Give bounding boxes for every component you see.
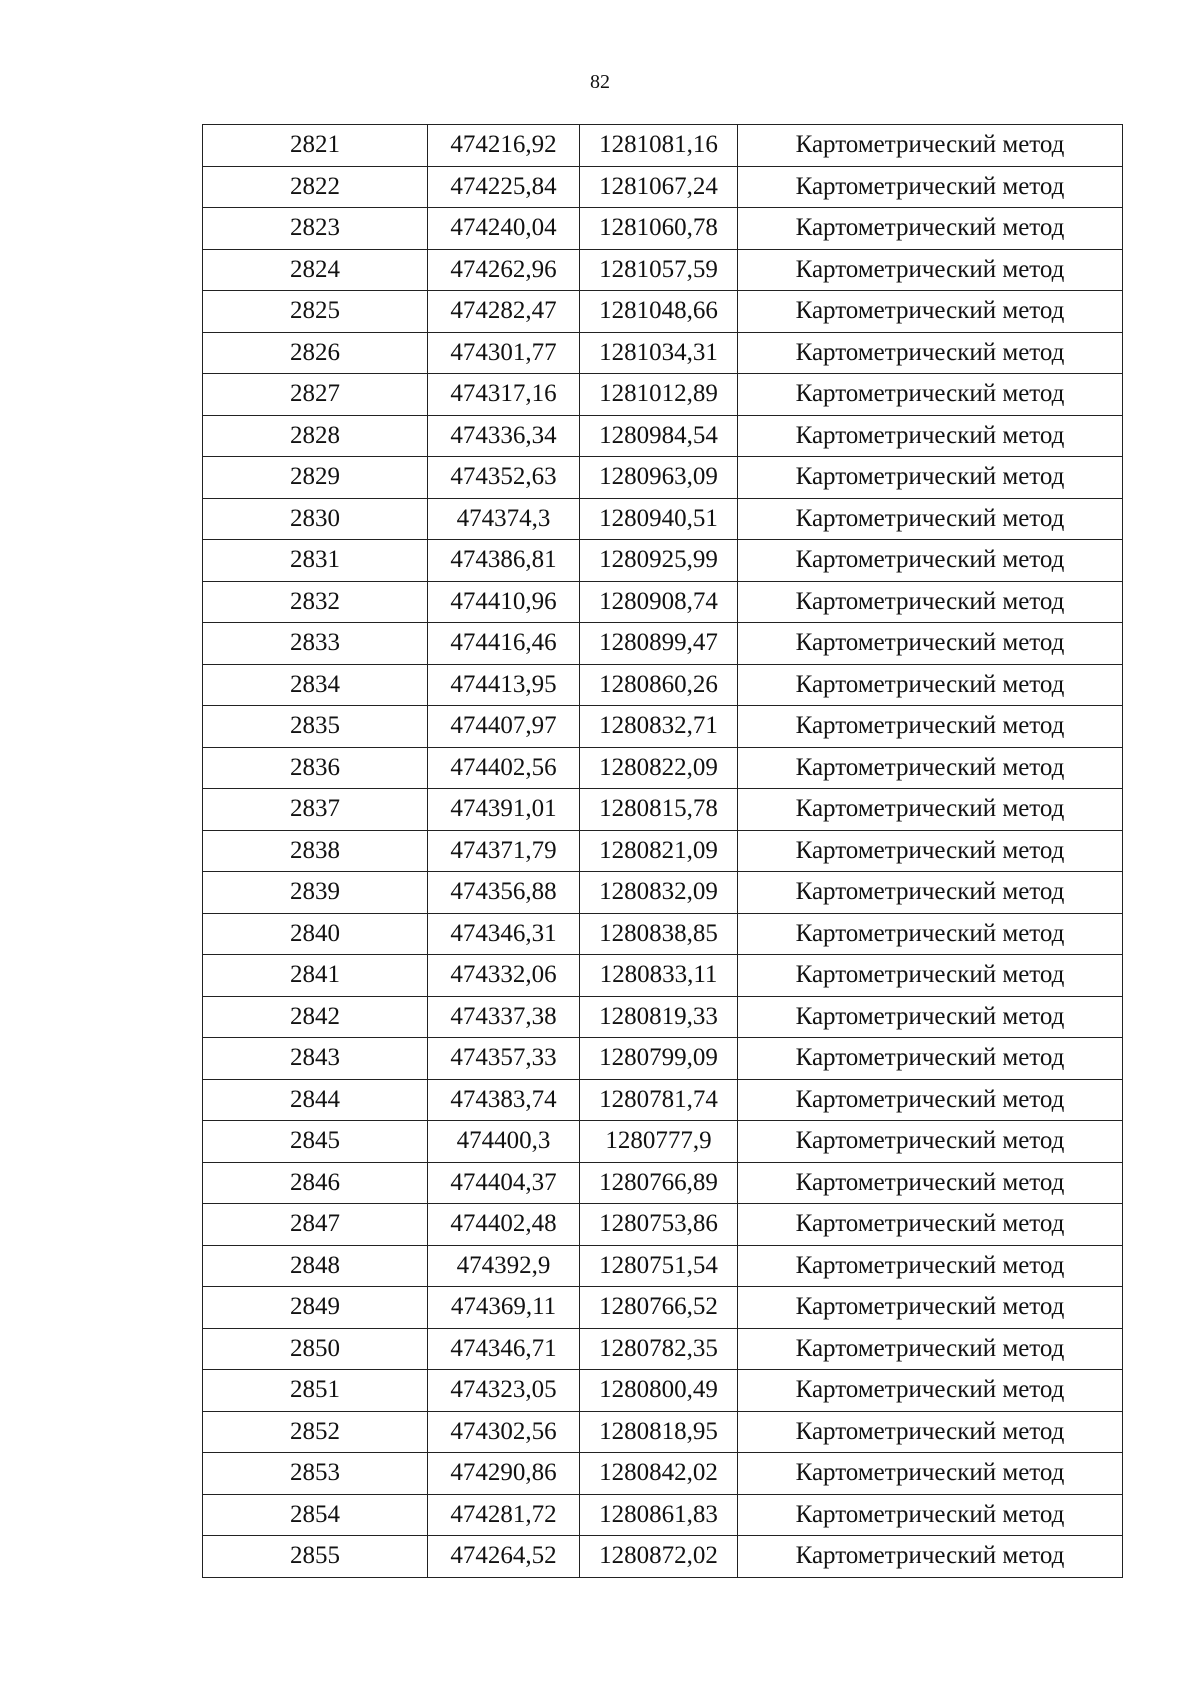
- table-row: [203, 166, 1123, 208]
- point-number-cell: 2845: [203, 1121, 428, 1163]
- table-row: [203, 996, 1123, 1038]
- x-coordinate-cell: 474404,37: [428, 1162, 580, 1204]
- x-coordinate-cell: 474290,86: [428, 1453, 580, 1495]
- x-coordinate-cell: 474216,92: [428, 125, 580, 167]
- method-cell: Картометрический метод: [738, 872, 1123, 914]
- method-cell: Картометрический метод: [738, 830, 1123, 872]
- x-coordinate-cell: 474352,63: [428, 457, 580, 499]
- table-row: [203, 955, 1123, 997]
- point-number-cell: 2848: [203, 1245, 428, 1287]
- x-coordinate-cell: 474386,81: [428, 540, 580, 582]
- method-cell: Картометрический метод: [738, 955, 1123, 997]
- table-row: [203, 1494, 1123, 1536]
- y-coordinate-cell: 1280832,09: [580, 872, 738, 914]
- method-cell: Картометрический метод: [738, 1411, 1123, 1453]
- x-coordinate-cell: 474336,34: [428, 415, 580, 457]
- table-row: [203, 830, 1123, 872]
- y-coordinate-cell: 1280925,99: [580, 540, 738, 582]
- point-number-cell: 2832: [203, 581, 428, 623]
- method-cell: Картометрический метод: [738, 664, 1123, 706]
- x-coordinate-cell: 474391,01: [428, 789, 580, 831]
- point-number-cell: 2827: [203, 374, 428, 416]
- table-row: [203, 332, 1123, 374]
- point-number-cell: 2825: [203, 291, 428, 333]
- table-row: [203, 291, 1123, 333]
- x-coordinate-cell: 474371,79: [428, 830, 580, 872]
- x-coordinate-cell: 474410,96: [428, 581, 580, 623]
- y-coordinate-cell: 1281060,78: [580, 208, 738, 250]
- x-coordinate-cell: 474346,31: [428, 913, 580, 955]
- point-number-cell: 2836: [203, 747, 428, 789]
- method-cell: Картометрический метод: [738, 996, 1123, 1038]
- table-row: [203, 747, 1123, 789]
- point-number-cell: 2842: [203, 996, 428, 1038]
- y-coordinate-cell: 1281081,16: [580, 125, 738, 167]
- y-coordinate-cell: 1280781,74: [580, 1079, 738, 1121]
- method-cell: Картометрический метод: [738, 1370, 1123, 1412]
- x-coordinate-cell: 474392,9: [428, 1245, 580, 1287]
- point-number-cell: 2846: [203, 1162, 428, 1204]
- y-coordinate-cell: 1280815,78: [580, 789, 738, 831]
- y-coordinate-cell: 1280822,09: [580, 747, 738, 789]
- x-coordinate-cell: 474383,74: [428, 1079, 580, 1121]
- table-row: [203, 1411, 1123, 1453]
- table-row: [203, 623, 1123, 665]
- method-cell: Картометрический метод: [738, 166, 1123, 208]
- x-coordinate-cell: 474240,04: [428, 208, 580, 250]
- table-row: [203, 498, 1123, 540]
- x-coordinate-cell: 474317,16: [428, 374, 580, 416]
- method-cell: Картометрический метод: [738, 540, 1123, 582]
- method-cell: Картометрический метод: [738, 747, 1123, 789]
- point-number-cell: 2851: [203, 1370, 428, 1412]
- point-number-cell: 2833: [203, 623, 428, 665]
- x-coordinate-cell: 474402,56: [428, 747, 580, 789]
- y-coordinate-cell: 1280861,83: [580, 1494, 738, 1536]
- x-coordinate-cell: 474407,97: [428, 706, 580, 748]
- y-coordinate-cell: 1280838,85: [580, 913, 738, 955]
- method-cell: Картометрический метод: [738, 1121, 1123, 1163]
- method-cell: Картометрический метод: [738, 332, 1123, 374]
- y-coordinate-cell: 1280963,09: [580, 457, 738, 499]
- table-row: [203, 789, 1123, 831]
- y-coordinate-cell: 1280800,49: [580, 1370, 738, 1412]
- x-coordinate-cell: 474402,48: [428, 1204, 580, 1246]
- method-cell: Картометрический метод: [738, 1328, 1123, 1370]
- method-cell: Картометрический метод: [738, 1287, 1123, 1329]
- method-cell: Картометрический метод: [738, 706, 1123, 748]
- y-coordinate-cell: 1280821,09: [580, 830, 738, 872]
- method-cell: Картометрический метод: [738, 789, 1123, 831]
- point-number-cell: 2829: [203, 457, 428, 499]
- y-coordinate-cell: 1280799,09: [580, 1038, 738, 1080]
- x-coordinate-cell: 474337,38: [428, 996, 580, 1038]
- x-coordinate-cell: 474225,84: [428, 166, 580, 208]
- method-cell: Картометрический метод: [738, 581, 1123, 623]
- method-cell: Картометрический метод: [738, 1038, 1123, 1080]
- method-cell: Картометрический метод: [738, 498, 1123, 540]
- x-coordinate-cell: 474281,72: [428, 1494, 580, 1536]
- x-coordinate-cell: 474369,11: [428, 1287, 580, 1329]
- method-cell: Картометрический метод: [738, 415, 1123, 457]
- method-cell: Картометрический метод: [738, 249, 1123, 291]
- point-number-cell: 2840: [203, 913, 428, 955]
- point-number-cell: 2852: [203, 1411, 428, 1453]
- method-cell: Картометрический метод: [738, 1162, 1123, 1204]
- table-row: [203, 249, 1123, 291]
- x-coordinate-cell: 474302,56: [428, 1411, 580, 1453]
- table-row: [203, 125, 1123, 167]
- method-cell: Картометрический метод: [738, 374, 1123, 416]
- x-coordinate-cell: 474262,96: [428, 249, 580, 291]
- table-row: [203, 1162, 1123, 1204]
- y-coordinate-cell: 1280777,9: [580, 1121, 738, 1163]
- x-coordinate-cell: 474400,3: [428, 1121, 580, 1163]
- method-cell: Картометрический метод: [738, 1079, 1123, 1121]
- table-row: [203, 1453, 1123, 1495]
- y-coordinate-cell: 1280832,71: [580, 706, 738, 748]
- point-number-cell: 2821: [203, 125, 428, 167]
- y-coordinate-cell: 1280818,95: [580, 1411, 738, 1453]
- point-number-cell: 2843: [203, 1038, 428, 1080]
- point-number-cell: 2830: [203, 498, 428, 540]
- point-number-cell: 2839: [203, 872, 428, 914]
- x-coordinate-cell: 474356,88: [428, 872, 580, 914]
- method-cell: Картометрический метод: [738, 913, 1123, 955]
- table-row: [203, 1536, 1123, 1578]
- method-cell: Картометрический метод: [738, 1245, 1123, 1287]
- point-number-cell: 2841: [203, 955, 428, 997]
- table-row: [203, 1204, 1123, 1246]
- x-coordinate-cell: 474346,71: [428, 1328, 580, 1370]
- y-coordinate-cell: 1280766,89: [580, 1162, 738, 1204]
- y-coordinate-cell: 1281048,66: [580, 291, 738, 333]
- y-coordinate-cell: 1280940,51: [580, 498, 738, 540]
- y-coordinate-cell: 1280860,26: [580, 664, 738, 706]
- coordinates-table: [202, 124, 1123, 1578]
- table-row: [203, 208, 1123, 250]
- point-number-cell: 2831: [203, 540, 428, 582]
- y-coordinate-cell: 1280842,02: [580, 1453, 738, 1495]
- x-coordinate-cell: 474374,3: [428, 498, 580, 540]
- table-row: [203, 415, 1123, 457]
- point-number-cell: 2854: [203, 1494, 428, 1536]
- y-coordinate-cell: 1280751,54: [580, 1245, 738, 1287]
- y-coordinate-cell: 1280753,86: [580, 1204, 738, 1246]
- x-coordinate-cell: 474332,06: [428, 955, 580, 997]
- table-row: [203, 457, 1123, 499]
- method-cell: Картометрический метод: [738, 208, 1123, 250]
- method-cell: Картометрический метод: [738, 1536, 1123, 1578]
- x-coordinate-cell: 474301,77: [428, 332, 580, 374]
- method-cell: Картометрический метод: [738, 291, 1123, 333]
- point-number-cell: 2823: [203, 208, 428, 250]
- point-number-cell: 2824: [203, 249, 428, 291]
- y-coordinate-cell: 1281067,24: [580, 166, 738, 208]
- point-number-cell: 2853: [203, 1453, 428, 1495]
- point-number-cell: 2847: [203, 1204, 428, 1246]
- method-cell: Картометрический метод: [738, 623, 1123, 665]
- point-number-cell: 2822: [203, 166, 428, 208]
- point-number-cell: 2844: [203, 1079, 428, 1121]
- y-coordinate-cell: 1280899,47: [580, 623, 738, 665]
- point-number-cell: 2826: [203, 332, 428, 374]
- table-row: [203, 664, 1123, 706]
- method-cell: Картометрический метод: [738, 457, 1123, 499]
- method-cell: Картометрический метод: [738, 125, 1123, 167]
- table-row: [203, 872, 1123, 914]
- x-coordinate-cell: 474413,95: [428, 664, 580, 706]
- point-number-cell: 2837: [203, 789, 428, 831]
- x-coordinate-cell: 474357,33: [428, 1038, 580, 1080]
- y-coordinate-cell: 1281034,31: [580, 332, 738, 374]
- y-coordinate-cell: 1280984,54: [580, 415, 738, 457]
- point-number-cell: 2850: [203, 1328, 428, 1370]
- table-row: [203, 1328, 1123, 1370]
- table-row: [203, 1121, 1123, 1163]
- table-row: [203, 1245, 1123, 1287]
- point-number-cell: 2849: [203, 1287, 428, 1329]
- y-coordinate-cell: 1280819,33: [580, 996, 738, 1038]
- table-row: [203, 1370, 1123, 1412]
- x-coordinate-cell: 474323,05: [428, 1370, 580, 1412]
- coordinates-table-body: [203, 125, 1123, 1578]
- table-row: [203, 540, 1123, 582]
- method-cell: Картометрический метод: [738, 1453, 1123, 1495]
- point-number-cell: 2834: [203, 664, 428, 706]
- x-coordinate-cell: 474416,46: [428, 623, 580, 665]
- table-row: [203, 1079, 1123, 1121]
- x-coordinate-cell: 474282,47: [428, 291, 580, 333]
- table-row: [203, 913, 1123, 955]
- table-row: [203, 374, 1123, 416]
- method-cell: Картометрический метод: [738, 1494, 1123, 1536]
- y-coordinate-cell: 1280782,35: [580, 1328, 738, 1370]
- table-row: [203, 1038, 1123, 1080]
- point-number-cell: 2838: [203, 830, 428, 872]
- table-row: [203, 1287, 1123, 1329]
- y-coordinate-cell: 1280833,11: [580, 955, 738, 997]
- x-coordinate-cell: 474264,52: [428, 1536, 580, 1578]
- y-coordinate-cell: 1281057,59: [580, 249, 738, 291]
- table-row: [203, 581, 1123, 623]
- table-row: [203, 706, 1123, 748]
- point-number-cell: 2855: [203, 1536, 428, 1578]
- y-coordinate-cell: 1281012,89: [580, 374, 738, 416]
- page-number: 82: [590, 71, 610, 93]
- method-cell: Картометрический метод: [738, 1204, 1123, 1246]
- point-number-cell: 2835: [203, 706, 428, 748]
- y-coordinate-cell: 1280766,52: [580, 1287, 738, 1329]
- point-number-cell: 2828: [203, 415, 428, 457]
- y-coordinate-cell: 1280908,74: [580, 581, 738, 623]
- y-coordinate-cell: 1280872,02: [580, 1536, 738, 1578]
